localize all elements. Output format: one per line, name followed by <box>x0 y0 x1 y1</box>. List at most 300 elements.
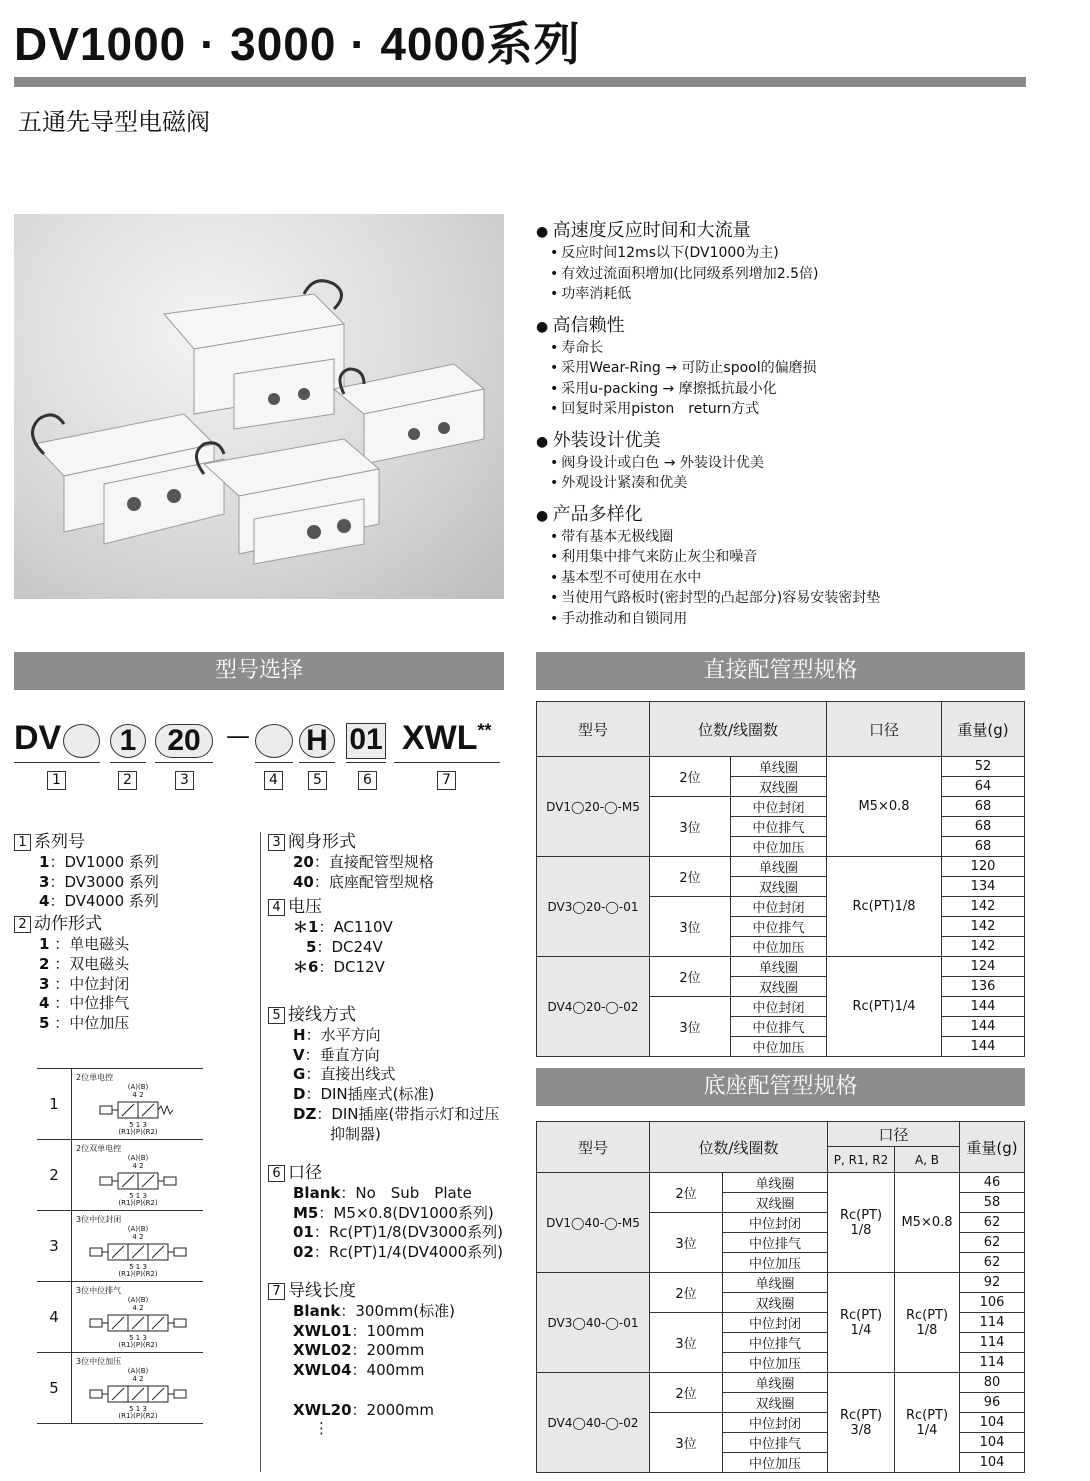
table-row <box>537 1273 1025 1293</box>
code-index-7: 7 <box>437 771 456 790</box>
port-label-bottom2: (R1)(P)(R2) <box>118 1199 158 1207</box>
option-group-port <box>268 1164 513 1263</box>
weight-cell: 58 <box>960 1193 1025 1213</box>
weight-cell: 68 <box>942 797 1025 817</box>
option-key: XWL01 <box>293 1321 352 1340</box>
model-selection-header: 型号选择 <box>14 652 504 690</box>
coil-cell: 中位封闭 <box>723 1313 828 1333</box>
coil-cell: 双线圈 <box>723 1393 828 1413</box>
coil-cell: 双线圈 <box>731 777 827 797</box>
code-underline <box>155 762 213 763</box>
position-cell: 2位 <box>650 1173 723 1213</box>
coil-cell: 单线圈 <box>731 857 827 877</box>
code-prefix: DV <box>14 719 62 757</box>
feature-item: • 寿命长 <box>550 338 1056 359</box>
port-label-bottom2: (R1)(P)(R2) <box>118 1270 158 1278</box>
weight-cell: 136 <box>942 977 1025 997</box>
weight-cell: 104 <box>960 1413 1025 1433</box>
code-slot-wiring: H <box>299 724 335 758</box>
option-item <box>268 1361 513 1381</box>
option-value: ：直接配管型规格 <box>313 852 434 871</box>
option-key: 5 <box>39 1014 50 1033</box>
option-key: 4 <box>39 994 50 1013</box>
coil-cell: 中位排气 <box>723 1333 828 1353</box>
weight-cell: 104 <box>960 1433 1025 1453</box>
port-p-line1: Rc(PT) <box>839 1207 883 1223</box>
coil-cell: 中位加压 <box>731 937 827 957</box>
option-item <box>268 1302 513 1322</box>
option-value: ：M5×0.8(DV1000系列) <box>318 1203 494 1222</box>
port-label-top: (A)(B) <box>127 1367 149 1375</box>
port-p-cell <box>828 1173 895 1273</box>
option-key: M5 <box>293 1203 319 1222</box>
position-cell: 3位 <box>650 1313 723 1373</box>
port-label-bottom: 5 1 3 <box>129 1405 147 1413</box>
option-value: ：DC24V <box>316 937 383 956</box>
group-title: 口径 <box>288 1163 322 1183</box>
table-header-row <box>537 702 1025 757</box>
code-slot-action: 1 <box>110 724 146 758</box>
group-title: 导线长度 <box>288 1281 356 1301</box>
option-value: ：DV3000 系列 <box>49 872 159 891</box>
valve-symbol <box>72 1225 203 1279</box>
port-p-line1: Rc(PT) <box>839 1407 883 1423</box>
action-row <box>37 1353 203 1424</box>
weight-cell: 52 <box>942 757 1025 777</box>
option-item <box>268 1026 513 1046</box>
feature-item: • 外观设计紧凑和优美 <box>550 473 1056 494</box>
option-value: ：AC110V <box>318 918 393 937</box>
port-label-top: (A)(B) <box>127 1225 149 1233</box>
feature-item: • 采用Wear-Ring → 可防止spool的偏磨损 <box>550 358 1056 379</box>
weight-cell: 104 <box>960 1453 1025 1473</box>
position-cell: 2位 <box>650 957 731 997</box>
coil-cell: 单线圈 <box>731 757 827 777</box>
port-ab-cell <box>895 1273 960 1373</box>
action-label: 2位双单电控 <box>76 1144 122 1153</box>
option-group-series <box>14 833 254 1034</box>
option-group-wiring <box>268 1006 513 1145</box>
weight-cell: 144 <box>942 1037 1025 1057</box>
valve-symbol-icon <box>72 1241 204 1263</box>
coil-cell: 中位排气 <box>731 917 827 937</box>
action-symbol-table <box>37 1068 203 1424</box>
option-continuation: 抑制器) <box>330 1124 381 1143</box>
option-item <box>268 1322 513 1342</box>
table-header-cell: 口径 <box>827 702 942 757</box>
code-index-3: 3 <box>175 771 194 790</box>
code-slot-voltage <box>255 724 293 758</box>
position-cell: 3位 <box>650 1213 723 1273</box>
option-value: ：2000mm <box>351 1400 434 1419</box>
option-key: ＊1 <box>293 918 319 937</box>
valve-symbol-icon <box>72 1170 204 1192</box>
table-row <box>537 1173 1025 1193</box>
base-piping-header: 底座配管型规格 <box>536 1068 1025 1106</box>
option-value: ：DV4000 系列 <box>49 892 159 911</box>
position-cell: 2位 <box>650 1373 723 1413</box>
feature-heading: ● 产品多样化 <box>536 500 1056 526</box>
option-item <box>268 1204 513 1224</box>
option-value: ：DIN插座(带指示灯和过压 <box>316 1104 500 1123</box>
option-item <box>14 935 254 955</box>
option-item <box>268 918 513 938</box>
coil-cell: 中位排气 <box>723 1233 828 1253</box>
code-lead <box>402 719 492 758</box>
option-item <box>14 873 254 893</box>
action-row <box>37 1282 203 1353</box>
port-ab-cell <box>895 1173 960 1273</box>
option-value: ：No Sub Plate <box>340 1183 472 1202</box>
option-key: 20 <box>293 852 314 871</box>
feature-item: • 采用u-packing → 摩擦抵抗最小化 <box>550 379 1056 400</box>
model-cell: DV1◯20-◯-M5 <box>537 757 650 857</box>
feature-heading: ● 高信赖性 <box>536 311 1056 337</box>
table-row <box>537 757 1025 777</box>
option-value: ：中位排气 <box>49 994 130 1013</box>
code-underline <box>394 762 500 763</box>
weight-cell: 62 <box>960 1253 1025 1273</box>
coil-cell: 中位加压 <box>731 1037 827 1057</box>
option-key: D <box>293 1085 306 1104</box>
port-p-cell <box>828 1373 895 1473</box>
option-value: ：中位加压 <box>49 1014 130 1033</box>
port-label-bottom2: (R1)(P)(R2) <box>118 1128 158 1136</box>
model-cell: DV4◯20-◯-02 <box>537 957 650 1057</box>
code-index-4: 4 <box>264 771 283 790</box>
table-row <box>537 1373 1025 1393</box>
action-symbol-cell <box>72 1211 204 1282</box>
action-label: 3位中位封闭 <box>76 1215 122 1224</box>
model-cell: DV4◯40-◯-02 <box>537 1373 650 1473</box>
option-key: 4 <box>39 892 50 911</box>
table-header-cell: 位数/线圈数 <box>650 702 827 757</box>
option-item <box>268 938 513 958</box>
coil-cell: 中位封闭 <box>731 797 827 817</box>
weight-cell: 124 <box>942 957 1025 977</box>
group-title: 阀身形式 <box>288 832 356 852</box>
feature-item: • 基本型不可使用在水中 <box>550 568 1056 589</box>
port-label-mid: 4 2 <box>132 1375 144 1383</box>
valve-symbol <box>72 1154 203 1208</box>
option-key: 01 <box>293 1223 314 1242</box>
option-value: ：单电磁头 <box>49 934 130 953</box>
port-label-mid: 4 2 <box>132 1304 144 1312</box>
option-ellipsis: ⋮ <box>314 1418 329 1437</box>
option-key: 5 <box>306 937 317 956</box>
option-key: XWL04 <box>293 1361 352 1380</box>
table-subheader-cell: P, R1, R2 <box>828 1147 895 1173</box>
option-item <box>268 1223 513 1243</box>
option-key: G <box>293 1065 306 1084</box>
feature-item: • 当使用气路板时(密封型的凸起部分)容易安装密封垫 <box>550 588 1056 609</box>
option-key: V <box>293 1045 305 1064</box>
port-label-bottom2: (R1)(P)(R2) <box>118 1412 158 1420</box>
weight-cell: 142 <box>942 917 1025 937</box>
port-ab-line2: 1/8 <box>916 1322 938 1338</box>
action-row <box>37 1069 203 1140</box>
coil-cell: 中位排气 <box>723 1433 828 1453</box>
valve-manifold-illustration <box>14 214 504 599</box>
port-label-top: (A)(B) <box>127 1154 149 1162</box>
coil-cell: 单线圈 <box>723 1173 828 1193</box>
code-underline <box>346 762 386 763</box>
action-label: 3位中位排气 <box>76 1286 122 1295</box>
table-header-row <box>537 1122 1025 1147</box>
port-label-bottom: 5 1 3 <box>129 1121 147 1129</box>
table-header-cell: 重量(g) <box>942 702 1025 757</box>
feature-item: • 手动推动和自锁同用 <box>550 609 1056 630</box>
position-cell: 2位 <box>650 857 731 897</box>
group-badge: 7 <box>268 1283 285 1300</box>
valve-symbol <box>72 1367 203 1421</box>
coil-cell: 中位封闭 <box>723 1413 828 1433</box>
code-underline <box>255 762 293 763</box>
weight-cell: 114 <box>960 1333 1025 1353</box>
position-cell: 3位 <box>650 997 731 1057</box>
port-ab-line1: Rc(PT) <box>905 1407 949 1423</box>
option-item <box>14 853 254 873</box>
group-title: 系列号 <box>34 832 85 852</box>
option-value: ：100mm <box>351 1321 425 1340</box>
feature-item: • 功率消耗低 <box>550 284 1056 305</box>
port-cell: M5×0.8 <box>827 757 942 857</box>
coil-cell: 单线圈 <box>723 1273 828 1293</box>
option-item <box>14 994 254 1014</box>
product-photo <box>14 214 504 599</box>
option-key: 2 <box>39 954 50 973</box>
action-symbol-cell <box>72 1353 204 1424</box>
port-ab-line2: 1/4 <box>916 1422 938 1438</box>
option-item <box>14 955 254 975</box>
feature-item: • 回复时采用piston return方式 <box>550 399 1056 420</box>
weight-cell: 96 <box>960 1393 1025 1413</box>
table-row <box>537 857 1025 877</box>
table-header-cell: 重量(g) <box>960 1122 1025 1173</box>
feature-item: • 带有基本无极线圈 <box>550 527 1056 548</box>
coil-cell: 双线圈 <box>731 877 827 897</box>
code-underline <box>299 762 335 763</box>
group-badge: 3 <box>268 834 285 851</box>
feature-heading: ● 高速度反应时间和大流量 <box>536 216 1056 242</box>
code-lead-stars: ** <box>477 720 492 741</box>
option-value: ：直接出线式 <box>305 1065 396 1084</box>
port-label-bottom: 5 1 3 <box>129 1192 147 1200</box>
group-badge: 6 <box>268 1165 285 1182</box>
weight-cell: 46 <box>960 1173 1025 1193</box>
page-subtitle: 五通先导型电磁阀 <box>18 108 210 136</box>
option-key: 1 <box>39 934 50 953</box>
feature-item: • 反应时间12ms以下(DV1000为主) <box>550 243 1056 264</box>
code-slot-body: 20 <box>155 724 213 758</box>
option-item <box>268 853 513 873</box>
action-number: 3 <box>37 1211 72 1282</box>
table-header-cell: 型号 <box>537 702 650 757</box>
feature-item: • 有效过流面积增加(比同级系列增加2.5倍) <box>550 264 1056 285</box>
model-cell: DV3◯40-◯-01 <box>537 1273 650 1373</box>
port-p-line2: 3/8 <box>850 1422 872 1438</box>
coil-cell: 中位加压 <box>723 1253 828 1273</box>
port-label-bottom: 5 1 3 <box>129 1263 147 1271</box>
port-label-mid: 4 2 <box>132 1162 144 1170</box>
position-cell: 3位 <box>650 897 731 957</box>
code-slot-series <box>63 724 100 758</box>
weight-cell: 120 <box>942 857 1025 877</box>
base-piping-table <box>536 1121 1025 1473</box>
direct-piping-header: 直接配管型规格 <box>536 652 1025 690</box>
action-row <box>37 1140 203 1211</box>
table-header-cell: 型号 <box>537 1122 650 1173</box>
port-label-top: (A)(B) <box>127 1083 149 1091</box>
action-number: 2 <box>37 1140 72 1211</box>
position-cell: 2位 <box>650 1273 723 1313</box>
code-slot-port: 01 <box>346 723 386 759</box>
coil-cell: 中位排气 <box>731 1017 827 1037</box>
valve-symbol-icon <box>72 1312 204 1334</box>
option-item <box>14 892 254 912</box>
model-cell: DV1◯40-◯-M5 <box>537 1173 650 1273</box>
coil-cell: 双线圈 <box>723 1193 828 1213</box>
option-value: ：200mm <box>351 1341 425 1360</box>
option-group-lead <box>268 1282 513 1435</box>
code-index-2: 2 <box>118 771 137 790</box>
option-item <box>268 1184 513 1204</box>
page-title: DV1000 · 3000 · 4000系列 <box>14 18 581 70</box>
action-symbol-cell <box>72 1069 204 1140</box>
option-key: ＊6 <box>293 957 319 976</box>
weight-cell: 142 <box>942 937 1025 957</box>
weight-cell: 62 <box>960 1233 1025 1253</box>
coil-cell: 中位封闭 <box>731 897 827 917</box>
option-item <box>268 1341 513 1361</box>
option-key: 3 <box>39 974 50 993</box>
option-value: ：水平方向 <box>305 1025 381 1044</box>
coil-cell: 中位加压 <box>731 837 827 857</box>
coil-cell: 中位排气 <box>731 817 827 837</box>
action-number: 1 <box>37 1069 72 1140</box>
action-symbol-cell <box>72 1140 204 1211</box>
code-lead-text: XWL <box>402 719 478 757</box>
port-p-line2: 1/8 <box>850 1222 872 1238</box>
option-item <box>14 1014 254 1034</box>
weight-cell: 144 <box>942 997 1025 1017</box>
option-key: Blank <box>293 1183 341 1202</box>
option-item <box>268 873 513 893</box>
column-divider <box>260 832 261 1472</box>
weight-cell: 142 <box>942 897 1025 917</box>
option-value: ：400mm <box>351 1361 425 1380</box>
port-cell: Rc(PT)1/8 <box>827 857 942 957</box>
option-value: ：DC12V <box>318 957 385 976</box>
group-badge: 5 <box>268 1007 285 1024</box>
weight-cell: 106 <box>960 1293 1025 1313</box>
action-label: 2位单电控 <box>76 1073 114 1082</box>
weight-cell: 68 <box>942 817 1025 837</box>
option-value: ：双电磁头 <box>49 954 130 973</box>
action-number: 5 <box>37 1353 72 1424</box>
weight-cell: 114 <box>960 1313 1025 1333</box>
option-key: 1 <box>39 852 50 871</box>
weight-cell: 64 <box>942 777 1025 797</box>
direct-piping-table <box>536 701 1025 1057</box>
table-header-cell: 口径 <box>828 1122 960 1147</box>
option-item <box>14 975 254 995</box>
feature-list <box>536 210 1056 629</box>
option-item <box>268 1401 513 1421</box>
port-p-cell <box>828 1273 895 1373</box>
group-badge: 4 <box>268 899 285 916</box>
option-value: ：底座配管型规格 <box>313 872 434 891</box>
code-dash: — <box>226 722 250 750</box>
table-subheader-cell: A, B <box>895 1147 960 1173</box>
coil-cell: 中位封闭 <box>723 1213 828 1233</box>
weight-cell: 68 <box>942 837 1025 857</box>
table-header-cell: 位数/线圈数 <box>650 1122 828 1173</box>
group-badge: 2 <box>14 916 31 933</box>
valve-symbol <box>72 1083 203 1137</box>
option-item <box>268 1046 513 1066</box>
port-label-bottom2: (R1)(P)(R2) <box>118 1341 158 1349</box>
weight-cell: 80 <box>960 1373 1025 1393</box>
group-badge: 1 <box>14 834 31 851</box>
port-label-bottom: 5 1 3 <box>129 1334 147 1342</box>
weight-cell: 92 <box>960 1273 1025 1293</box>
action-label: 3位中位加压 <box>76 1357 122 1366</box>
option-value: ：Rc(PT)1/4(DV4000系列) <box>313 1243 504 1262</box>
group-title: 接线方式 <box>288 1005 356 1025</box>
option-key: 02 <box>293 1243 314 1262</box>
option-key: 3 <box>39 872 50 891</box>
weight-cell: 134 <box>942 877 1025 897</box>
option-value: ：Rc(PT)1/8(DV3000系列) <box>313 1223 504 1242</box>
code-index-5: 5 <box>308 771 327 790</box>
feature-heading: ● 外装设计优美 <box>536 426 1056 452</box>
option-item <box>268 1243 513 1263</box>
port-label-mid: 4 2 <box>132 1091 144 1099</box>
port-ab-line1: M5×0.8 <box>901 1215 953 1230</box>
position-cell: 2位 <box>650 757 731 797</box>
coil-cell: 双线圈 <box>723 1293 828 1313</box>
option-group-body <box>268 833 513 978</box>
feature-item: • 阀身设计或白色 → 外装设计优美 <box>550 453 1056 474</box>
coil-cell: 单线圈 <box>723 1373 828 1393</box>
action-number: 4 <box>37 1282 72 1353</box>
option-item <box>268 1065 513 1085</box>
valve-symbol <box>72 1296 203 1350</box>
valve-symbol-icon <box>72 1099 204 1121</box>
option-key: XWL02 <box>293 1341 352 1360</box>
port-ab-cell <box>895 1373 960 1473</box>
action-row <box>37 1211 203 1282</box>
port-p-line2: 1/4 <box>850 1322 872 1338</box>
port-ab-line1: Rc(PT) <box>905 1307 949 1323</box>
coil-cell: 中位封闭 <box>731 997 827 1017</box>
feature-item: • 利用集中排气来防止灰尘和噪音 <box>550 547 1056 568</box>
option-value: ：DV1000 系列 <box>49 852 159 871</box>
code-underline <box>110 762 146 763</box>
coil-cell: 中位加压 <box>723 1353 828 1373</box>
weight-cell: 144 <box>942 1017 1025 1037</box>
coil-cell: 双线圈 <box>731 977 827 997</box>
title-divider <box>14 77 1026 87</box>
table-row <box>537 957 1025 977</box>
option-key: 40 <box>293 872 314 891</box>
code-index-6: 6 <box>358 771 377 790</box>
port-p-line1: Rc(PT) <box>839 1307 883 1323</box>
group-title: 动作形式 <box>34 914 102 935</box>
option-value: ：垂直方向 <box>304 1045 380 1064</box>
group-title: 电压 <box>288 897 322 918</box>
